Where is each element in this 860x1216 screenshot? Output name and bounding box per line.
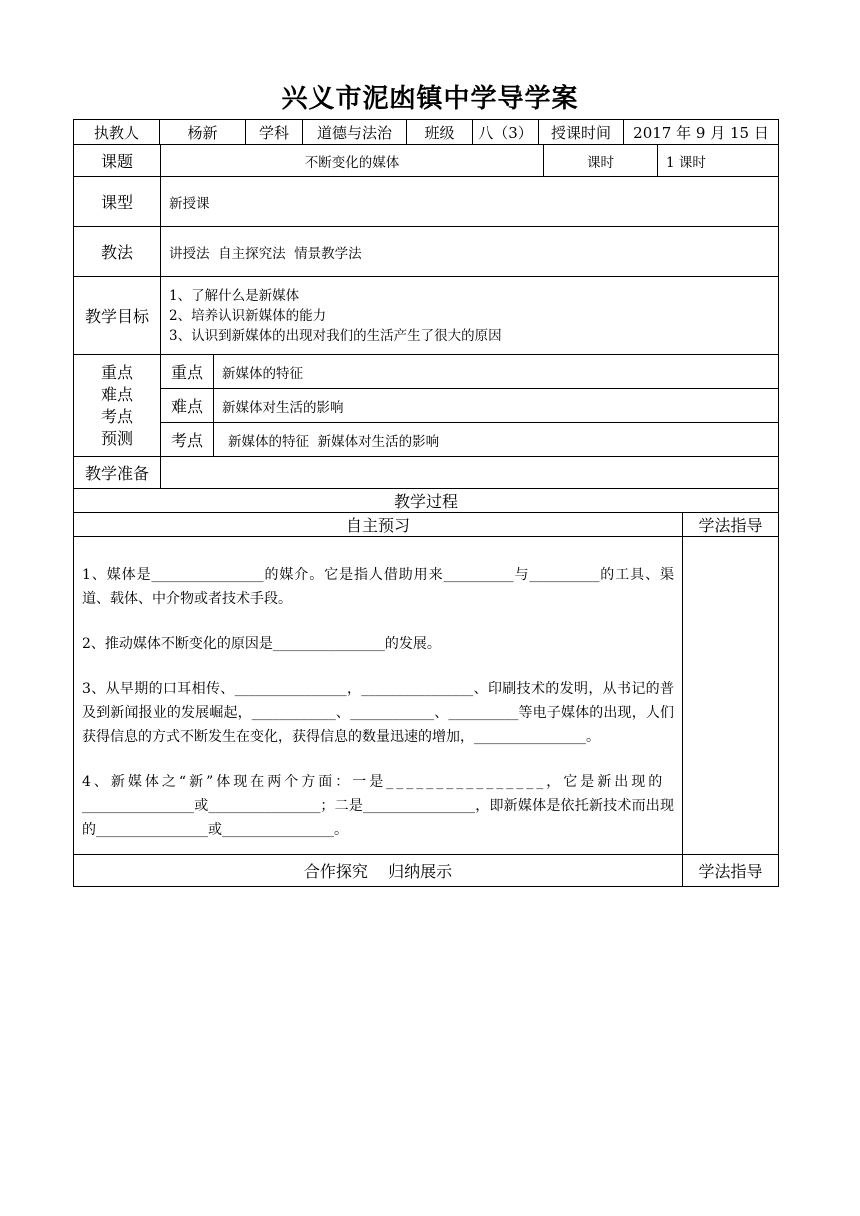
hours-label: 课时 (544, 145, 658, 177)
guide-cell (683, 537, 779, 855)
keypoints-label-line: 考点 (100, 406, 133, 426)
type-label: 课型 (74, 177, 161, 227)
keypoint-label: 难点 (161, 389, 214, 422)
goal-item: 3、认识到新媒体的出现对我们的生活产生了很大的原因 (169, 327, 502, 344)
keypoint-row (161, 388, 778, 422)
process-title: 教学过程 (74, 489, 779, 513)
teacher-value: 杨新 (160, 120, 246, 145)
header-table (73, 119, 779, 145)
question-4 (82, 770, 674, 842)
keypoint-label: 考点 (161, 423, 214, 456)
prep-value (161, 457, 779, 489)
keypoints-label-line: 预测 (100, 428, 133, 448)
topic-value: 不断变化的媒体 (161, 145, 544, 177)
guide-header-2: 学法指导 (683, 855, 779, 887)
class-value: 八（3） (473, 120, 539, 145)
date-value: 2017 年 9 月 15 日 (624, 120, 779, 145)
hours-value: 1 课时 (658, 145, 779, 177)
keypoint-row (161, 422, 778, 456)
guide-header: 学法指导 (683, 513, 779, 537)
keypoints-label-line: 难点 (100, 384, 133, 404)
question-2: 2、推动媒体不断变化的原因是________________的发展。 (82, 636, 441, 652)
self-study-questions (74, 537, 683, 855)
goals-label: 教学目标 (74, 277, 161, 355)
subject-label: 学科 (246, 120, 303, 145)
method-label: 教法 (74, 227, 161, 277)
date-label: 授课时间 (539, 120, 624, 145)
keypoints-label (74, 355, 161, 457)
teacher-label: 执教人 (74, 120, 160, 145)
goal-item: 2、培养认识新媒体的能力 (169, 307, 327, 324)
question-4-line-2: ________________或________________；二是________________，即新媒体是依托新技术而出现的________________或________________。 (82, 798, 674, 838)
goals-list (161, 277, 779, 355)
question-1: 1、媒体是________________的媒介。它是指人借助用来__________与__________的工具、渠道、载体、中介物或者技术手段。 (82, 567, 674, 607)
topic-label: 课题 (74, 145, 161, 177)
question-3: 3、从早期的口耳相传、________________，________________、印刷技术的发明，从书记的普及到新闻报业的发展崛起，____________、____________、__________等电子媒体的出现，人们获得信息的方式不断发生在变化，获得信息的数量迅速的增加，________________。 (82, 681, 674, 745)
keypoint-value: 新媒体对生活的影响 (222, 399, 344, 416)
goal-item: 1、了解什么是新媒体 (169, 287, 300, 304)
keypoints-grid (161, 355, 779, 457)
page-title: 兴义市泥凼镇中学导学案 (281, 84, 579, 114)
prep-label: 教学准备 (74, 457, 161, 489)
method-value: 讲授法 自主探究法 情景教学法 (161, 227, 779, 277)
class-label: 班级 (407, 120, 473, 145)
keypoints-label-line: 重点 (100, 362, 133, 382)
keypoint-label: 重点 (161, 355, 214, 388)
subject-value: 道德与法治 (303, 120, 407, 145)
coop-header: 合作探究 归纳展示 (74, 855, 683, 887)
keypoint-value: 新媒体的特征 (222, 365, 303, 382)
self-study-header: 自主预习 (74, 513, 683, 537)
question-4-line-1: 4、新媒体之“新”体现在两个方面：一是________________，它是新出现的 (82, 774, 666, 790)
lesson-table (73, 144, 779, 887)
keypoint-row (161, 355, 778, 388)
keypoint-value: 新媒体的特征 新媒体对生活的影响 (228, 433, 440, 450)
type-value: 新授课 (161, 177, 779, 227)
